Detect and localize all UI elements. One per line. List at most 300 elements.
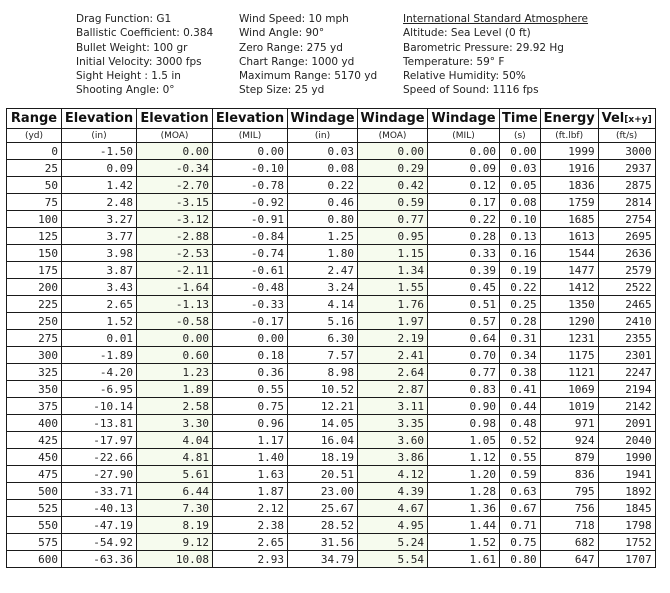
- cell-range: 25: [7, 160, 62, 177]
- cell-time: 0.34: [500, 347, 541, 364]
- cell-elevation-in: -63.36: [62, 551, 137, 568]
- cell-time: 0.75: [500, 534, 541, 551]
- cell-elevation-moa: 5.61: [137, 466, 213, 483]
- cell-windage-moa: 3.86: [358, 449, 428, 466]
- altitude: Altitude: Sea Level (0 ft): [403, 27, 531, 40]
- table-row: [7, 449, 656, 466]
- drag-function: Drag Function: G1: [76, 13, 172, 25]
- cell-windage-mil: 0.28: [428, 228, 500, 245]
- cell-energy: 647: [540, 551, 598, 568]
- table-row: [7, 534, 656, 551]
- cell-range: 150: [7, 245, 62, 262]
- cell-elevation-in: 3.77: [62, 228, 137, 245]
- cell-time: 0.13: [500, 228, 541, 245]
- table-row: [7, 296, 656, 313]
- cell-elevation-in: -33.71: [62, 483, 137, 500]
- unit-time: (s): [500, 129, 541, 143]
- cell-elevation-mil: -0.92: [213, 194, 288, 211]
- cell-velocity: 2522: [598, 279, 655, 296]
- unit-row: [7, 129, 656, 143]
- table-row: [7, 279, 656, 296]
- cell-windage-mil: 0.98: [428, 415, 500, 432]
- cell-energy: 756: [540, 500, 598, 517]
- cell-time: 0.41: [500, 381, 541, 398]
- cell-elevation-mil: -0.61: [213, 262, 288, 279]
- table-body: [7, 143, 656, 568]
- cell-range: 325: [7, 364, 62, 381]
- table-row: [7, 177, 656, 194]
- cell-windage-moa: 3.11: [358, 398, 428, 415]
- cell-time: 0.10: [500, 211, 541, 228]
- cell-windage-mil: 0.00: [428, 143, 500, 160]
- cell-elevation-moa: 0.60: [137, 347, 213, 364]
- cell-elevation-mil: 1.87: [213, 483, 288, 500]
- cell-time: 0.55: [500, 449, 541, 466]
- cell-windage-in: 2.47: [288, 262, 358, 279]
- header-elevation-moa: Elevation: [137, 109, 213, 129]
- cell-energy: 924: [540, 432, 598, 449]
- cell-time: 0.05: [500, 177, 541, 194]
- cell-elevation-moa: 4.81: [137, 449, 213, 466]
- cell-time: 0.71: [500, 517, 541, 534]
- cell-windage-moa: 1.34: [358, 262, 428, 279]
- cell-elevation-moa: 2.58: [137, 398, 213, 415]
- cell-range: 275: [7, 330, 62, 347]
- cell-elevation-moa: 8.19: [137, 517, 213, 534]
- cell-time: 0.67: [500, 500, 541, 517]
- table-row: [7, 381, 656, 398]
- cell-elevation-moa: 0.00: [137, 330, 213, 347]
- cell-range: 600: [7, 551, 62, 568]
- cell-energy: 1999: [540, 143, 598, 160]
- cell-windage-in: 3.24: [288, 279, 358, 296]
- cell-windage-moa: 4.12: [358, 466, 428, 483]
- cell-range: 225: [7, 296, 62, 313]
- unit-elevation-moa: (MOA): [137, 129, 213, 143]
- cell-windage-in: 5.16: [288, 313, 358, 330]
- cell-elevation-moa: 0.00: [137, 143, 213, 160]
- cell-velocity: 2754: [598, 211, 655, 228]
- cell-windage-mil: 0.83: [428, 381, 500, 398]
- cell-windage-in: 25.67: [288, 500, 358, 517]
- cell-windage-moa: 1.55: [358, 279, 428, 296]
- cell-time: 0.22: [500, 279, 541, 296]
- cell-windage-mil: 0.90: [428, 398, 500, 415]
- cell-windage-moa: 1.97: [358, 313, 428, 330]
- cell-windage-moa: 5.24: [358, 534, 428, 551]
- cell-elevation-mil: -0.91: [213, 211, 288, 228]
- cell-windage-moa: 0.29: [358, 160, 428, 177]
- cell-velocity: 2875: [598, 177, 655, 194]
- cell-range: 100: [7, 211, 62, 228]
- table-row: [7, 211, 656, 228]
- cell-windage-mil: 1.20: [428, 466, 500, 483]
- cell-elevation-in: 0.01: [62, 330, 137, 347]
- cell-energy: 795: [540, 483, 598, 500]
- cell-range: 200: [7, 279, 62, 296]
- bullet-parameters: [76, 12, 239, 98]
- cell-elevation-moa: -2.53: [137, 245, 213, 262]
- cell-velocity: 2091: [598, 415, 655, 432]
- cell-elevation-moa: 3.30: [137, 415, 213, 432]
- table-row: [7, 194, 656, 211]
- cell-windage-moa: 4.67: [358, 500, 428, 517]
- cell-windage-moa: 2.64: [358, 364, 428, 381]
- cell-windage-moa: 0.00: [358, 143, 428, 160]
- cell-windage-in: 31.56: [288, 534, 358, 551]
- cell-energy: 836: [540, 466, 598, 483]
- cell-elevation-in: 3.98: [62, 245, 137, 262]
- table-row: [7, 364, 656, 381]
- cell-elevation-mil: 2.93: [213, 551, 288, 568]
- cell-velocity: 2579: [598, 262, 655, 279]
- cell-windage-mil: 1.52: [428, 534, 500, 551]
- cell-windage-moa: 1.76: [358, 296, 428, 313]
- cell-windage-in: 23.00: [288, 483, 358, 500]
- cell-windage-moa: 1.15: [358, 245, 428, 262]
- cell-elevation-moa: 1.23: [137, 364, 213, 381]
- cell-windage-in: 20.51: [288, 466, 358, 483]
- cell-velocity: 2142: [598, 398, 655, 415]
- cell-elevation-in: -1.50: [62, 143, 137, 160]
- cell-range: 550: [7, 517, 62, 534]
- cell-windage-moa: 5.54: [358, 551, 428, 568]
- cell-energy: 1350: [540, 296, 598, 313]
- cell-windage-in: 16.04: [288, 432, 358, 449]
- cell-elevation-moa: -2.88: [137, 228, 213, 245]
- cell-elevation-mil: 1.40: [213, 449, 288, 466]
- cell-velocity: 2465: [598, 296, 655, 313]
- cell-range: 250: [7, 313, 62, 330]
- cell-velocity: 1798: [598, 517, 655, 534]
- cell-windage-mil: 0.70: [428, 347, 500, 364]
- cell-windage-in: 34.79: [288, 551, 358, 568]
- atmosphere-parameters: [403, 12, 588, 98]
- unit-windage-mil: (MIL): [428, 129, 500, 143]
- cell-range: 50: [7, 177, 62, 194]
- cell-energy: 1613: [540, 228, 598, 245]
- cell-elevation-moa: -2.11: [137, 262, 213, 279]
- cell-elevation-moa: 4.04: [137, 432, 213, 449]
- shooting-angle: Shooting Angle: 0°: [76, 84, 175, 97]
- cell-elevation-mil: 0.00: [213, 143, 288, 160]
- table-row: [7, 245, 656, 262]
- cell-elevation-mil: 0.18: [213, 347, 288, 364]
- header-time: Time: [500, 109, 541, 129]
- speed-of-sound: Speed of Sound: 1116 fps: [403, 84, 539, 97]
- cell-windage-moa: 2.41: [358, 347, 428, 364]
- cell-velocity: 1941: [598, 466, 655, 483]
- cell-energy: 1836: [540, 177, 598, 194]
- temperature: Temperature: 59° F: [403, 55, 505, 68]
- table-row: [7, 466, 656, 483]
- unit-elevation-mil: (MIL): [213, 129, 288, 143]
- atmosphere-link[interactable]: International Standard Atmosphere: [403, 13, 589, 25]
- cell-range: 475: [7, 466, 62, 483]
- step-size: Step Size: 25 yd: [239, 84, 325, 97]
- cell-velocity: 2814: [598, 194, 655, 211]
- cell-elevation-mil: 2.12: [213, 500, 288, 517]
- cell-velocity: 2247: [598, 364, 655, 381]
- wind-angle: Wind Angle: 90°: [239, 27, 325, 40]
- cell-elevation-moa: 10.08: [137, 551, 213, 568]
- cell-windage-mil: 0.64: [428, 330, 500, 347]
- cell-range: 350: [7, 381, 62, 398]
- cell-elevation-mil: 1.17: [213, 432, 288, 449]
- cell-velocity: 1892: [598, 483, 655, 500]
- cell-elevation-moa: 7.30: [137, 500, 213, 517]
- cell-energy: 1477: [540, 262, 598, 279]
- cell-energy: 1759: [540, 194, 598, 211]
- cell-time: 0.25: [500, 296, 541, 313]
- cell-velocity: 1845: [598, 500, 655, 517]
- cell-windage-mil: 0.09: [428, 160, 500, 177]
- cell-windage-mil: 1.36: [428, 500, 500, 517]
- cell-time: 0.19: [500, 262, 541, 279]
- cell-velocity: 2937: [598, 160, 655, 177]
- table-row: [7, 551, 656, 568]
- cell-elevation-mil: -0.48: [213, 279, 288, 296]
- header-range: Range: [7, 109, 62, 129]
- cell-velocity: 2695: [598, 228, 655, 245]
- cell-windage-mil: 1.05: [428, 432, 500, 449]
- unit-windage-in: (in): [288, 129, 358, 143]
- cell-windage-moa: 2.87: [358, 381, 428, 398]
- cell-velocity: 2301: [598, 347, 655, 364]
- cell-energy: 879: [540, 449, 598, 466]
- cell-windage-moa: 0.95: [358, 228, 428, 245]
- cell-elevation-in: -22.66: [62, 449, 137, 466]
- cell-elevation-in: -27.90: [62, 466, 137, 483]
- cell-time: 0.00: [500, 143, 541, 160]
- cell-elevation-mil: -0.10: [213, 160, 288, 177]
- table-row: [7, 517, 656, 534]
- cell-windage-in: 1.25: [288, 228, 358, 245]
- cell-windage-mil: 0.12: [428, 177, 500, 194]
- cell-windage-in: 12.21: [288, 398, 358, 415]
- cell-windage-in: 28.52: [288, 517, 358, 534]
- cell-elevation-moa: 1.89: [137, 381, 213, 398]
- cell-range: 375: [7, 398, 62, 415]
- cell-windage-moa: 4.39: [358, 483, 428, 500]
- cell-windage-in: 4.14: [288, 296, 358, 313]
- cell-windage-in: 10.52: [288, 381, 358, 398]
- cell-elevation-moa: -1.64: [137, 279, 213, 296]
- cell-windage-moa: 0.42: [358, 177, 428, 194]
- cell-windage-in: 1.80: [288, 245, 358, 262]
- cell-elevation-moa: -2.70: [137, 177, 213, 194]
- cell-windage-moa: 3.35: [358, 415, 428, 432]
- cell-windage-mil: 1.28: [428, 483, 500, 500]
- cell-range: 575: [7, 534, 62, 551]
- cell-windage-mil: 0.22: [428, 211, 500, 228]
- cell-energy: 718: [540, 517, 598, 534]
- unit-velocity: (ft/s): [598, 129, 655, 143]
- cell-elevation-in: 1.42: [62, 177, 137, 194]
- cell-time: 0.59: [500, 466, 541, 483]
- table-row: [7, 483, 656, 500]
- table-row: [7, 347, 656, 364]
- relative-humidity: Relative Humidity: 50%: [403, 70, 526, 83]
- cell-energy: 1019: [540, 398, 598, 415]
- cell-windage-mil: 0.33: [428, 245, 500, 262]
- cell-energy: 1916: [540, 160, 598, 177]
- table-row: [7, 415, 656, 432]
- cell-elevation-moa: -0.58: [137, 313, 213, 330]
- cell-energy: 1121: [540, 364, 598, 381]
- cell-windage-in: 8.98: [288, 364, 358, 381]
- cell-elevation-in: -40.13: [62, 500, 137, 517]
- ballistic-parameters: [76, 12, 588, 98]
- cell-elevation-mil: 2.65: [213, 534, 288, 551]
- cell-windage-in: 0.46: [288, 194, 358, 211]
- cell-energy: 1685: [540, 211, 598, 228]
- cell-windage-moa: 4.95: [358, 517, 428, 534]
- cell-time: 0.52: [500, 432, 541, 449]
- cell-energy: 1544: [540, 245, 598, 262]
- cell-windage-in: 18.19: [288, 449, 358, 466]
- velocity-label: Vel: [601, 111, 625, 126]
- table-row: [7, 143, 656, 160]
- header-windage-mil: Windage: [428, 109, 500, 129]
- cell-windage-moa: 0.77: [358, 211, 428, 228]
- cell-velocity: 1990: [598, 449, 655, 466]
- table-row: [7, 262, 656, 279]
- header-energy: Energy: [540, 109, 598, 129]
- cell-range: 175: [7, 262, 62, 279]
- cell-time: 0.38: [500, 364, 541, 381]
- cell-windage-in: 0.22: [288, 177, 358, 194]
- cell-velocity: 1752: [598, 534, 655, 551]
- cell-elevation-moa: -3.12: [137, 211, 213, 228]
- cell-velocity: 1707: [598, 551, 655, 568]
- cell-windage-in: 0.03: [288, 143, 358, 160]
- table-row: [7, 313, 656, 330]
- cell-elevation-mil: -0.74: [213, 245, 288, 262]
- cell-windage-in: 14.05: [288, 415, 358, 432]
- maximum-range: Maximum Range: 5170 yd: [239, 70, 378, 83]
- cell-elevation-in: -47.19: [62, 517, 137, 534]
- cell-energy: 971: [540, 415, 598, 432]
- cell-elevation-in: -6.95: [62, 381, 137, 398]
- cell-energy: 1231: [540, 330, 598, 347]
- cell-elevation-mil: 0.75: [213, 398, 288, 415]
- cell-elevation-mil: -0.17: [213, 313, 288, 330]
- cell-range: 125: [7, 228, 62, 245]
- header-velocity: [598, 109, 655, 129]
- cell-velocity: 2636: [598, 245, 655, 262]
- cell-windage-in: 6.30: [288, 330, 358, 347]
- header-windage-moa: Windage: [358, 109, 428, 129]
- cell-energy: 682: [540, 534, 598, 551]
- velocity-subscript: [x+y]: [624, 115, 652, 125]
- cell-elevation-mil: 0.00: [213, 330, 288, 347]
- cell-elevation-mil: -0.84: [213, 228, 288, 245]
- cell-elevation-mil: 1.63: [213, 466, 288, 483]
- cell-elevation-moa: -3.15: [137, 194, 213, 211]
- sight-height: Sight Height : 1.5 in: [76, 70, 181, 83]
- cell-velocity: 2040: [598, 432, 655, 449]
- cell-velocity: 2410: [598, 313, 655, 330]
- table-row: [7, 330, 656, 347]
- unit-windage-moa: (MOA): [358, 129, 428, 143]
- unit-range: (yd): [7, 129, 62, 143]
- cell-time: 0.31: [500, 330, 541, 347]
- header-row: [7, 109, 656, 129]
- cell-windage-mil: 0.45: [428, 279, 500, 296]
- cell-range: 75: [7, 194, 62, 211]
- cell-time: 0.08: [500, 194, 541, 211]
- table-row: [7, 228, 656, 245]
- cell-time: 0.03: [500, 160, 541, 177]
- cell-time: 0.48: [500, 415, 541, 432]
- cell-elevation-mil: 0.36: [213, 364, 288, 381]
- cell-windage-mil: 0.17: [428, 194, 500, 211]
- cell-elevation-mil: 0.55: [213, 381, 288, 398]
- cell-windage-mil: 0.51: [428, 296, 500, 313]
- cell-elevation-in: -1.89: [62, 347, 137, 364]
- cell-elevation-mil: 2.38: [213, 517, 288, 534]
- cell-windage-mil: 1.61: [428, 551, 500, 568]
- bullet-weight: Bullet Weight: 100 gr: [76, 41, 188, 54]
- cell-time: 0.63: [500, 483, 541, 500]
- cell-elevation-moa: 6.44: [137, 483, 213, 500]
- cell-elevation-in: 2.65: [62, 296, 137, 313]
- header-elevation-in: Elevation: [62, 109, 137, 129]
- wind-speed: Wind Speed: 10 mph: [239, 13, 349, 25]
- cell-windage-in: 0.80: [288, 211, 358, 228]
- cell-elevation-in: 3.43: [62, 279, 137, 296]
- cell-elevation-in: -54.92: [62, 534, 137, 551]
- cell-range: 0: [7, 143, 62, 160]
- cell-range: 425: [7, 432, 62, 449]
- header-elevation-mil: Elevation: [213, 109, 288, 129]
- cell-windage-mil: 0.57: [428, 313, 500, 330]
- cell-elevation-mil: -0.33: [213, 296, 288, 313]
- cell-elevation-in: -10.14: [62, 398, 137, 415]
- cell-elevation-moa: 9.12: [137, 534, 213, 551]
- cell-elevation-in: 3.87: [62, 262, 137, 279]
- cell-time: 0.16: [500, 245, 541, 262]
- cell-velocity: 2355: [598, 330, 655, 347]
- cell-elevation-in: 2.48: [62, 194, 137, 211]
- cell-time: 0.44: [500, 398, 541, 415]
- cell-energy: 1412: [540, 279, 598, 296]
- cell-windage-mil: 1.12: [428, 449, 500, 466]
- cell-windage-moa: 2.19: [358, 330, 428, 347]
- cell-time: 0.28: [500, 313, 541, 330]
- unit-elevation-in: (in): [62, 129, 137, 143]
- ballistics-table: [6, 108, 656, 568]
- table-row: [7, 398, 656, 415]
- barometric-pressure: Barometric Pressure: 29.92 Hg: [403, 41, 564, 54]
- header-windage-in: Windage: [288, 109, 358, 129]
- cell-windage-moa: 0.59: [358, 194, 428, 211]
- cell-range: 450: [7, 449, 62, 466]
- table-row: [7, 500, 656, 517]
- cell-velocity: 2194: [598, 381, 655, 398]
- cell-range: 500: [7, 483, 62, 500]
- cell-elevation-moa: -1.13: [137, 296, 213, 313]
- cell-range: 400: [7, 415, 62, 432]
- table-row: [7, 160, 656, 177]
- cell-elevation-in: 1.52: [62, 313, 137, 330]
- cell-elevation-in: -17.97: [62, 432, 137, 449]
- ballistic-coefficient: Ballistic Coefficient: 0.384: [76, 27, 214, 40]
- cell-windage-in: 7.57: [288, 347, 358, 364]
- cell-windage-in: 0.08: [288, 160, 358, 177]
- cell-elevation-in: -13.81: [62, 415, 137, 432]
